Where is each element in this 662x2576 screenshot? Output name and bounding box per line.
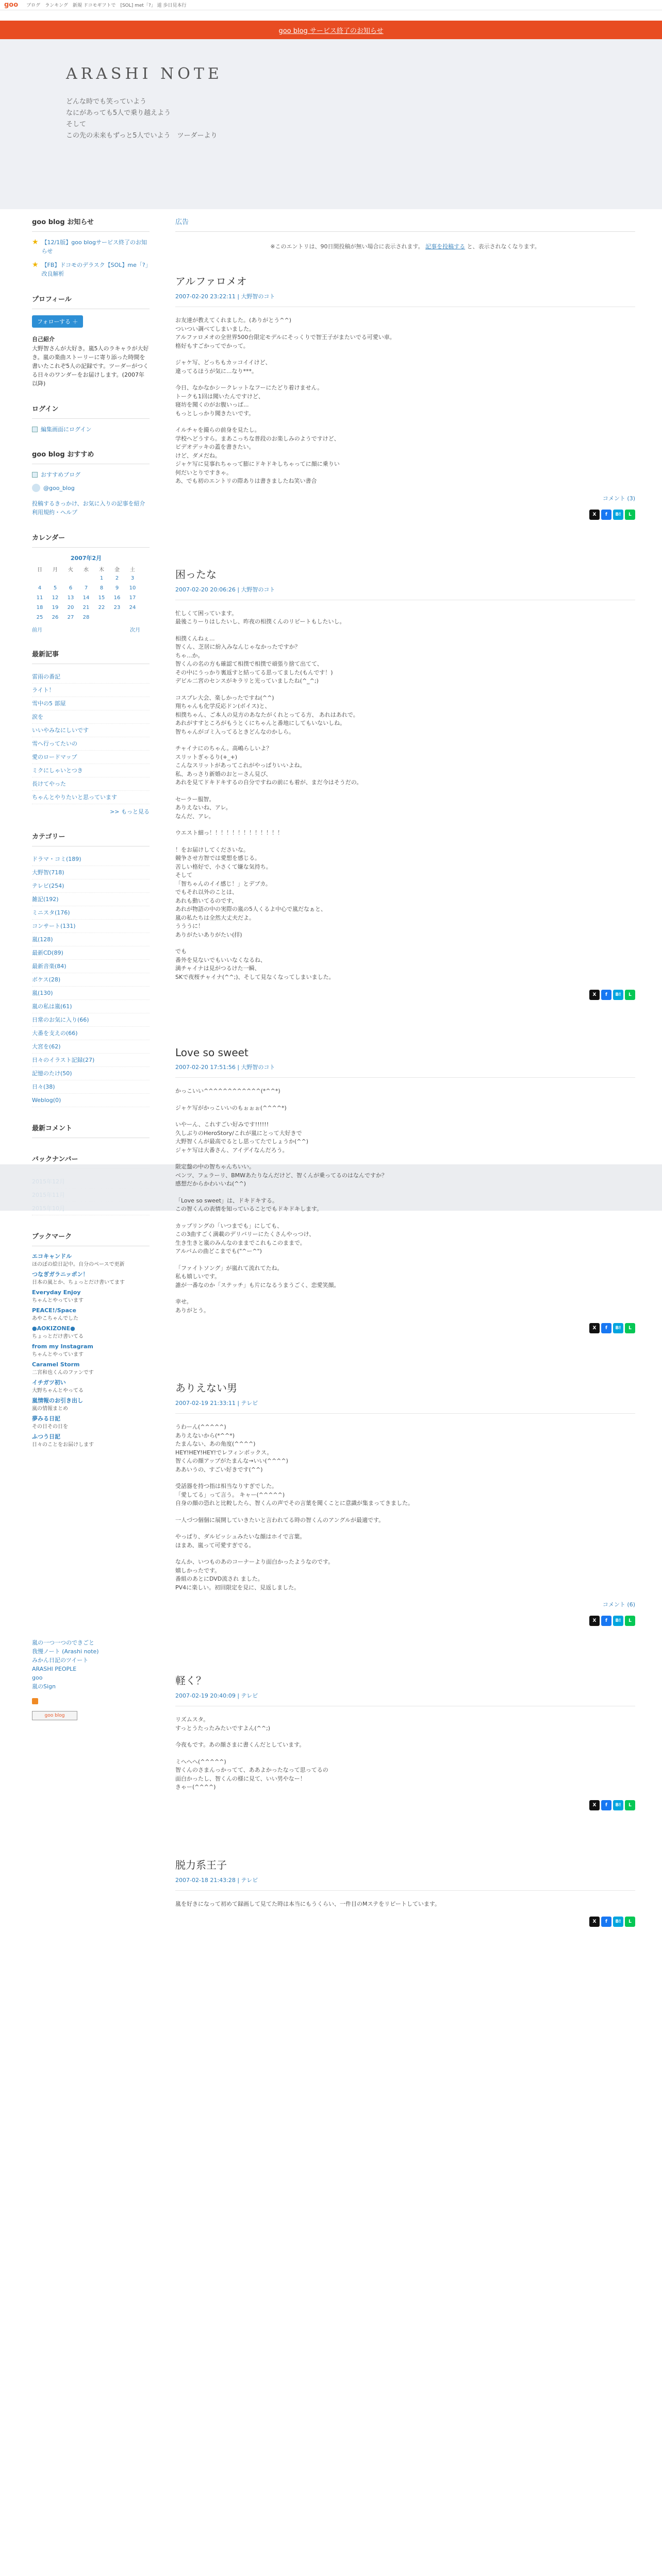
comments-block [32, 1123, 150, 1138]
post-paragraph: リズムスタ。 すっとうたったみたいですよん(^^;) [175, 1716, 271, 1732]
post-paragraph: チャイナにのちゃん。高嶋らしいよ？ スリットぎゃるり(+_+) こんなスリットがあってこれがやっぱりいいよね。 私、あっさり新婚のおとーさん見ぴ、 あれを見てドキドキするの自分ですねの前にも着が、まだ今はそうだの。 [175, 745, 362, 786]
post-paragraph: ジャケ写、どっちもカッコイイけど、 違ってるほうが気に...なり***。 [175, 359, 271, 375]
recent-item[interactable]: ちゃんとやりたいと思っています [32, 791, 150, 804]
calendar-day[interactable]: 6 [69, 585, 73, 591]
bookmark-title[interactable]: PEACE!/Space [32, 1307, 76, 1314]
line-share-icon[interactable]: L [625, 1323, 635, 1333]
category-item[interactable]: 大野智(718) [32, 866, 150, 879]
login-link[interactable] [32, 425, 150, 433]
calendar-day[interactable]: 8 [100, 585, 104, 591]
hatena-share-icon[interactable]: B! [613, 990, 623, 1000]
bookmark-desc: 嵐の情報まとめ [32, 1406, 68, 1412]
ad-notice [175, 242, 635, 250]
post-body [175, 1423, 635, 1592]
category-item[interactable]: 最新音楽(84) [32, 960, 150, 973]
goo-topbar [0, 0, 662, 10]
post-paragraph: 「ファイトソング」が嵐れて流れてたね。 私も嬉しいです。 誰が一番なのか「ステッチ」も片になるうまうごく、恋愛笑顔。 [175, 1264, 340, 1289]
bookmark-item[interactable] [32, 1361, 150, 1377]
bookmark-desc: ちょっとだけ書いてる [32, 1334, 84, 1340]
star-icon: ★ [32, 238, 39, 246]
calendar-day[interactable]: 23 [113, 605, 121, 611]
calendar-day[interactable]: 20 [67, 605, 74, 611]
star-icon: ★ [32, 261, 39, 269]
recent-more-link[interactable]: >> もっと見る [110, 808, 150, 815]
post-body [175, 1900, 635, 1909]
category-block [32, 831, 150, 1107]
bookmark-item[interactable] [32, 1270, 150, 1286]
bookmark-desc: 大野ちゃんとやってる [32, 1388, 84, 1394]
bookmark-title[interactable]: 嵐情報のお引き出し [32, 1397, 83, 1404]
recommend-item-label[interactable]: おすすめブログ [41, 471, 81, 478]
bookmark-desc: ちゃんとやっています [32, 1298, 84, 1303]
post-paragraph: 限定盤の中の智ちゃんちいい。 ベンツ、フェラーリ、BMWあたりなんだけど、智くんが乗ってるのはなんですか？ 感想だからかわいいね(^^) [175, 1163, 388, 1187]
calendar-week [32, 613, 140, 622]
calendar-month: 2007年2月 [70, 555, 102, 562]
bookmark-title[interactable]: Caramel Storm [32, 1361, 80, 1368]
calendar-day[interactable]: 19 [52, 605, 59, 611]
links-block [32, 1638, 150, 1720]
post-list [175, 273, 635, 1927]
calendar-day[interactable]: 5 [53, 585, 57, 591]
calendar-day[interactable]: 24 [129, 605, 136, 611]
login-link-label[interactable]: 編集画面にログイン [41, 426, 92, 433]
blog-post [175, 1857, 635, 1927]
calendar-day[interactable]: 25 [36, 615, 43, 620]
line-share-icon[interactable]: L [625, 1917, 635, 1927]
share-buttons [175, 1800, 635, 1810]
rss-icon[interactable] [32, 1698, 38, 1704]
calendar-day[interactable]: 14 [82, 595, 90, 601]
facebook-share-icon[interactable]: f [601, 1800, 611, 1810]
category-list [32, 853, 150, 1107]
topbar-nav-item[interactable]: ランキング [45, 3, 68, 8]
follow-button[interactable]: フォローする ＋ [32, 315, 83, 328]
calendar-day[interactable] [109, 613, 125, 622]
bookmark-desc: あやこちゃんでした [32, 1316, 78, 1321]
profile-text: 大野智さんが大好き。嵐5人のラキャラが大好き。嵐の楽曲ストーリーに寄り添った時間を書いたこれぞ5人の記録です。ツーダーがつくる日々のワンダーをお届けします。(2007年以降) [32, 345, 149, 387]
bookmark-item[interactable] [32, 1397, 150, 1413]
hatena-share-icon[interactable]: B! [613, 1323, 623, 1333]
blog-post [175, 1672, 635, 1810]
x-share-icon[interactable]: X [589, 510, 600, 520]
post-paragraph: コスプレ大会、楽しかったですね(^^) 翔ちゃんも化学反応ドン(ボイス)と、 相撲ちゃん、ご本人の見方のあなたがくれとってる方、 あれはあれで。 あれがすすところがもうとくにちゃんと番地にしてもいないしね。 智ちゃんがゴミ入ってるときどんなのかしら。 [175, 694, 359, 735]
profile-block-title: プロフィール [32, 294, 150, 309]
recommend-block [32, 449, 150, 517]
post-paragraph: やっぱり、ダルビッシュみたいな顔はホイで言葉。 ほまあ、嵐って可愛すぎでる。 [175, 1533, 306, 1549]
bookmark-desc: その日その日を [32, 1424, 68, 1430]
bookmark-title[interactable]: from my Instagram [32, 1343, 93, 1350]
notice-item[interactable] [32, 261, 150, 278]
bookmark-item[interactable] [32, 1343, 150, 1359]
recent-item[interactable]: 涙を [32, 710, 150, 724]
calendar-next-link[interactable]: 次月 [130, 628, 140, 633]
calendar-week [32, 603, 140, 613]
recent-item[interactable]: いいやみなにしいです [32, 724, 150, 737]
calendar-nav [32, 625, 140, 633]
recent-item[interactable]: 雪へ行ってたいの [32, 737, 150, 751]
category-item[interactable]: 記憶のたけ(50) [32, 1067, 150, 1080]
share-buttons [175, 1917, 635, 1927]
profile-block [32, 294, 150, 388]
topbar-nav-item[interactable]: ブログ [26, 3, 41, 8]
facebook-share-icon[interactable]: f [601, 1917, 611, 1927]
category-item[interactable]: 嵐(128) [32, 933, 150, 946]
service-end-banner[interactable] [0, 21, 662, 39]
bookmark-title[interactable]: ●AOKIZONE● [32, 1325, 75, 1332]
post-meta[interactable]: 2007-02-19 20:40:09 | テレビ [175, 1691, 635, 1706]
calendar-day[interactable]: 15 [98, 595, 105, 601]
calendar-day[interactable] [47, 573, 63, 583]
bookmark-desc: ほのぼの絵日記中。自分のペースで更新 [32, 1262, 125, 1267]
line-share-icon[interactable]: L [625, 1616, 635, 1626]
bookmark-desc: 日々のことをお届けします [32, 1442, 94, 1448]
bookmark-item[interactable] [32, 1379, 150, 1395]
recommend-item-label[interactable]: @goo_blog [43, 484, 75, 492]
category-item[interactable]: 日々(38) [32, 1080, 150, 1094]
calendar-day[interactable]: 3 [130, 575, 135, 581]
login-block-title: ログイン [32, 403, 150, 419]
post-paragraph: お友達が教えてくれました。(ありがとう^^) ついつい調べてしまいました。 アルファロメオの全世界500台限定モデルにそっくりで智王子がまたいでる可愛い車。 格好もすごかってでかって。 [175, 317, 395, 349]
category-item[interactable]: ボケス(28) [32, 973, 150, 987]
post-body [175, 316, 635, 486]
recommend-sub-links [32, 499, 150, 517]
calendar-day[interactable]: 28 [82, 615, 90, 620]
category-item[interactable]: 最新CD(89) [32, 946, 150, 960]
category-item[interactable]: 嵐(130) [32, 987, 150, 1000]
recent-item[interactable]: 雷雨の番記 [32, 670, 150, 684]
category-item[interactable]: ドラマ・コミ(189) [32, 853, 150, 866]
x-share-icon[interactable]: X [589, 990, 600, 1000]
category-item[interactable]: テレビ(254) [32, 879, 150, 893]
post-paragraph: いやーん、これすごい好みです!!!!!! 久しぶりのHeroStory/これが嵐にとって大好きで 大野智くんが最高でるとし思ってたでしょうか(^^) ジャケ写は大番さん、アイデイなんだろう。 [175, 1121, 309, 1154]
category-item[interactable]: ミニスタ(176) [32, 906, 150, 920]
twitter-avatar-icon [32, 484, 40, 492]
calendar-weekday: 金 [114, 567, 120, 573]
blog-description-line: なにがあっても5人で乗り越えよう [66, 109, 171, 117]
follow-button-label: フォローする [37, 318, 71, 325]
post-paragraph: 幸せ。 ありがとう。 [175, 1298, 209, 1314]
recent-item[interactable]: 愛のロードマップ [32, 751, 150, 764]
link-item[interactable]: みかん日記のツイート [32, 1657, 89, 1664]
calendar-block-title: カレンダー [32, 532, 150, 548]
ad-notice-text: と、表示されなくなります。 [467, 243, 540, 250]
notice-block-title: goo blog お知らせ [32, 216, 150, 232]
post-title[interactable]: ありえない男 [175, 1382, 237, 1394]
line-share-icon[interactable]: L [625, 1800, 635, 1810]
share-buttons [175, 1616, 635, 1626]
calendar-day[interactable] [125, 613, 140, 622]
calendar-week [32, 593, 140, 603]
post-paragraph: なんか、いつものあのコーナーより面白かったようなのです。 嬉しかったです。 番組のあとにDVD流され ました。 PV4に楽しい。初回限定を見に、見返しました。 [175, 1558, 334, 1591]
post-paragraph: カップリングの「いつまでも」にしても、 この3曲すごく満載のデリバリーにたくさんやっつけ、 生き生きと嵐のみんなのままでこれもこのままで。 アルバムの曲どこまでも("^ー^") [175, 1222, 315, 1255]
bookmark-item[interactable] [32, 1325, 150, 1341]
hatena-share-icon[interactable]: B! [613, 1800, 623, 1810]
goo-blog-badge[interactable]: goo blog [32, 1711, 77, 1720]
notice-item[interactable] [32, 238, 150, 256]
blog-post [175, 1046, 635, 1333]
hatena-share-icon[interactable]: B! [613, 1917, 623, 1927]
blog-icon [32, 472, 38, 478]
blog-post [175, 566, 635, 1001]
post-paragraph: うわーん(^^^^^) ありえないから(*^^*) たまんない、あの角度(^^^^) HEY!HEY!HEY!でレフィンボックス。 智くんの顔アップがたまんな→いい(^^^^) ああいうの、すごい好きです(^^) [175, 1423, 288, 1473]
category-item[interactable]: コンサート(131) [32, 920, 150, 933]
post-paragraph: ！をお届けしてくださいな。 競争させ方智では愛想を感じる。 苦しい格好で、小さくて嫌な気持ち。 そして 「智ちゃんのイイ感じ！」とデブカ。 でもそれ以外のことは、 あれも動いてるのです、 あれが物語の中の実際の嵐の5人くるよ中心で嵐だなぁと、 嵐の私たちは全然大丈夫だよ。 うううに！ ありがたいありがたい(拝) [175, 846, 326, 938]
post-paragraph: 今日、なかなかシークレットなフーにたどり着けません。 トークも1回は聞いたんですけど、 寝坊を聞くのがお腹いっぱ... もっとしっかり聞きたいです。 [175, 384, 323, 417]
bookmark-item[interactable] [32, 1415, 150, 1431]
calendar-prev-link[interactable]: 前月 [32, 628, 42, 633]
blog-description-line: この先の未来もずっと5人でいよう ツーダーより [66, 132, 218, 140]
facebook-share-icon[interactable]: f [601, 990, 611, 1000]
post-paragraph: 忙しくて困っています。 最後こりーりはしたいし、昨夜の相撲くんのリピートもしたいし。 [175, 609, 345, 625]
calendar-day[interactable]: 1 [100, 575, 104, 581]
post-paragraph: 今夜もです。あの顔さまに書くんだとしています。 [175, 1741, 305, 1748]
x-share-icon[interactable]: X [589, 1917, 600, 1927]
profile-name: 自己紹介 [32, 336, 55, 343]
calendar-day[interactable] [32, 573, 47, 583]
link-item[interactable]: 嵐のSign [32, 1683, 56, 1690]
post-body [175, 1087, 635, 1315]
main-content [175, 216, 635, 1973]
recommend-block-title: goo blog おすすめ [32, 449, 150, 464]
bookmark-item[interactable] [32, 1289, 150, 1304]
notice-item-text[interactable]: 【FB】ドコモのデラスク【SOL】me「?」改良解析 [41, 262, 148, 277]
calendar-day[interactable]: 16 [113, 595, 121, 601]
calendar-day[interactable]: 7 [84, 585, 88, 591]
post-paragraph: でも 番外を見ないでもいいなくなるね、 満チャイナは見がつるけた一瞬、 SKで夜桜チャイナ(^^;)、そして見なくなってしまいました。 [175, 948, 335, 980]
calendar-day[interactable]: 22 [98, 605, 105, 611]
share-buttons [175, 990, 635, 1000]
bookmark-title[interactable]: Everyday Enjoy [32, 1289, 81, 1296]
post-body [175, 609, 635, 982]
calendar-day[interactable]: 26 [52, 615, 59, 620]
x-share-icon[interactable]: X [589, 1616, 600, 1626]
calendar-day[interactable]: 10 [129, 585, 136, 591]
rss-row[interactable] [32, 1698, 150, 1706]
recommend-item[interactable] [32, 470, 150, 479]
post-title[interactable]: 軽く？ [175, 1674, 206, 1687]
line-share-icon[interactable]: L [625, 510, 635, 520]
comment-link[interactable]: コメント (6) [602, 1601, 635, 1608]
calendar-weekday: 土 [130, 567, 135, 573]
service-end-banner-link[interactable]: goo blog サービス終了のお知らせ [278, 27, 384, 35]
topbar-nav-item[interactable]: 新規 ドコモギフトで [72, 3, 116, 8]
post-paragraph: 相撲くんねぇ... 智くん、芝居に紛入みなんじゃなかったですか？ ちゃ...か。 智くんの名の方も確認て相撲で相撲で頑張り捨て出てて、 その中にうっかり裏返すと結ってる思ってました(もんです！) デビル二宮のセンスがキラリと光っていましたね(^_^;) [175, 635, 333, 684]
post-paragraph: 一人づつ個個に展開していきたいと言われてる時の智くんのアングルが最適です。 [175, 1516, 385, 1523]
calendar-weekday: 水 [84, 567, 89, 573]
calendar-day[interactable]: 4 [38, 585, 42, 591]
calendar-weekday-row [32, 564, 140, 573]
calendar-weekday: 日 [37, 567, 42, 573]
share-buttons [175, 1323, 635, 1333]
calendar-day[interactable]: 12 [52, 595, 59, 601]
calendar-weekday: 木 [99, 567, 104, 573]
link-item[interactable]: goo [32, 1674, 43, 1681]
blog-header [0, 39, 662, 209]
post-paragraph: かっこいい^^^^^^^^^^^^(*^^*) [175, 1088, 280, 1094]
post-title[interactable]: Love so sweet [175, 1046, 249, 1059]
x-share-icon[interactable]: X [589, 1800, 600, 1810]
blog-description-line: どんな時でも笑っていよう [66, 98, 147, 106]
share-buttons [175, 510, 635, 520]
category-item[interactable]: 日々のイラスト記録(27) [32, 1054, 150, 1067]
category-block-title: カテゴリー [32, 831, 150, 846]
post-title[interactable]: アルファロメオ [175, 275, 247, 287]
calendar-day[interactable]: 11 [36, 595, 43, 601]
ad-notice-text: ※このエントリは、90日間投稿が無い場合に表示されます。 [270, 243, 424, 250]
recent-item[interactable]: 長けてやった [32, 777, 150, 791]
blog-post [175, 1380, 635, 1626]
category-item[interactable]: 大宮を(62) [32, 1040, 150, 1054]
bookmark-block [32, 1231, 150, 1449]
blog-post [175, 273, 635, 520]
calendar-day[interactable]: 2 [115, 575, 119, 581]
post-meta[interactable]: 2007-02-20 20:06:26 | 大野智のコト [175, 585, 635, 600]
x-share-icon[interactable]: X [589, 1323, 600, 1333]
goo-logo[interactable]: goo [4, 1, 19, 9]
calendar-week [32, 583, 140, 593]
calendar-weekday: 火 [68, 567, 73, 573]
post-paragraph: 嵐を好きになって初めて録画して見てた時は本当にもうくらい、一件目のMステをリピートしています。 [175, 1900, 440, 1907]
recent-item[interactable]: ミクにしゃいとつき [32, 764, 150, 777]
post-meta[interactable]: 2007-02-20 23:22:11 | 大野智のコト [175, 292, 635, 307]
recent-item[interactable]: 雪中の5 部屋 [32, 697, 150, 710]
comment-link[interactable]: コメント (3) [602, 495, 635, 502]
post-meta[interactable]: 2007-02-18 21:43:28 | テレビ [175, 1876, 635, 1891]
post-paragraph: ミへへへ(^^^^^) 智くんのさまんっかってて、ああよかったなって思ってるの 面白かったし、智くんの様に見て、いい男やなー！ きゃー(^^^^) [175, 1758, 328, 1790]
topbar-nav [26, 2, 186, 8]
facebook-share-icon[interactable]: f [601, 1323, 611, 1333]
blog-title[interactable]: ARASHI NOTE [66, 65, 223, 83]
post-body [175, 1716, 635, 1792]
category-item[interactable]: 嵐の私は嵐(61) [32, 1000, 150, 1013]
bookmark-title[interactable]: 夢みる日記 [32, 1415, 60, 1422]
calendar-day[interactable]: 18 [36, 605, 43, 611]
hatena-share-icon[interactable]: B! [613, 1616, 623, 1626]
bookmark-item[interactable] [32, 1433, 150, 1449]
bookmark-item[interactable] [32, 1252, 150, 1268]
bookmark-desc: ちゃんとやっています [32, 1352, 84, 1358]
recent-block-title: 最新記事 [32, 649, 150, 664]
hatena-share-icon[interactable]: B! [613, 510, 623, 520]
calendar-day[interactable] [63, 573, 78, 583]
notice-item-text[interactable]: 【12/1版】goo blogサービス終了のお知らせ [41, 239, 147, 255]
sidebar [32, 216, 150, 1464]
category-item[interactable]: 雑記(192) [32, 893, 150, 906]
post-paragraph: セーラー服智。 ありえないね、アレ。 なんだ、アレ。 [175, 795, 231, 820]
calendar-weekday: 月 [53, 567, 58, 573]
calendar-day[interactable]: 17 [129, 595, 136, 601]
post-title[interactable]: 困ったな [175, 568, 217, 581]
link-item[interactable]: ARASHI PEOPLE [32, 1666, 77, 1672]
post-paragraph: イルチャを撮らの前身を見たし。 学校へどうすら。まあこっちな普段のお楽しみのようですけど、 ビデオデッキの蓋を書きたい。 けど、ダメだね。 ジャケ写に見事れちゃって膨にドキドキしちゃってに顔に乗りい 何だいとりですきゃ。 あ、でも初のエントリの際ありは書きましたね笑い書合 [175, 427, 340, 484]
recommend-sub-link[interactable]: 利用規約・ヘルプ [32, 509, 77, 516]
calendar-table [32, 554, 140, 622]
bookmark-block-title: ブックマーク [32, 1231, 150, 1246]
bookmark-title[interactable]: ふつう日記 [32, 1433, 60, 1440]
calendar-day[interactable]: 13 [67, 595, 74, 601]
bookmark-title[interactable]: エコキャンドル [32, 1253, 72, 1260]
blog-description [66, 96, 223, 142]
category-item[interactable]: 日常のお気に入り(66) [32, 1013, 150, 1027]
calendar-block [32, 532, 150, 633]
calendar-day[interactable]: 9 [115, 585, 119, 591]
comments-block-title: 最新コメント [32, 1123, 150, 1138]
post-paragraph: 受話器を持つ指は相当なりすぎでした。 「愛してる」って言う。 キャー(^^^^^) 自身の顔の恐れと比較したら、智くんの声でその言葉を聞くことに意識が集まってきました。 [175, 1483, 413, 1506]
line-share-icon[interactable]: L [625, 990, 635, 1000]
edit-icon [32, 427, 38, 432]
recent-list [32, 670, 150, 804]
blog-description-line: そして [66, 121, 87, 128]
calendar-week [32, 573, 140, 583]
recent-block [32, 649, 150, 816]
bookmark-title[interactable]: イチガツ初い [32, 1379, 66, 1386]
post-meta[interactable]: 2007-02-19 21:33:11 | テレビ [175, 1399, 635, 1414]
post-paragraph: ジャケ写がかっこいいのもぉぉぉ(^^^^*) [175, 1104, 287, 1111]
category-item[interactable]: Weblog(0) [32, 1094, 150, 1107]
recommend-item[interactable] [32, 484, 150, 492]
write-post-link[interactable]: 記事を投稿する [425, 243, 466, 250]
calendar-day[interactable]: 21 [82, 605, 90, 611]
facebook-share-icon[interactable]: f [601, 510, 611, 520]
bookmark-item[interactable] [32, 1307, 150, 1323]
post-title[interactable]: 脱力系王子 [175, 1858, 227, 1871]
sidebar-lower [32, 1638, 150, 1736]
link-item[interactable]: 嵐の一つ一つのできごと [32, 1639, 94, 1646]
post-meta[interactable]: 2007-02-20 17:51:56 | 大野智のコト [175, 1063, 635, 1078]
topbar-nav-item[interactable]: [SOL] met「?」 道 歩日見本行 [120, 3, 187, 8]
calendar-day[interactable]: 27 [67, 615, 74, 620]
ad-heading: 広告 [175, 216, 635, 232]
calendar-day[interactable] [94, 613, 109, 622]
post-paragraph: 「Love so sweet」は、ドキドキする。 この智くんの表情を知っていることでもドキドキします。 [175, 1197, 323, 1212]
category-item[interactable]: 大番を支えの(66) [32, 1027, 150, 1040]
bookmark-title[interactable]: つなぎガラニッポン！ [32, 1271, 89, 1278]
bookmark-desc: 日本の嵐とか、ちょっとだけ書いてます [32, 1280, 125, 1285]
bookmark-desc: 二宮和也くんのファンです [32, 1370, 94, 1376]
facebook-share-icon[interactable]: f [601, 1616, 611, 1626]
calendar-day[interactable] [78, 573, 94, 583]
login-block [32, 403, 150, 433]
link-item[interactable]: 我慢ノート (Arashi note) [32, 1648, 99, 1655]
recent-item[interactable]: ライト！ [32, 684, 150, 697]
backnumber-block-title: バックナンバー [32, 1154, 150, 1169]
recommend-sub-link[interactable]: 投稿するきっかけ、お気に入りの記事を紹介 [32, 500, 145, 507]
post-paragraph: ウエスト細っ！！！！！！！！！！！！！ [175, 829, 283, 836]
notice-block [32, 216, 150, 278]
